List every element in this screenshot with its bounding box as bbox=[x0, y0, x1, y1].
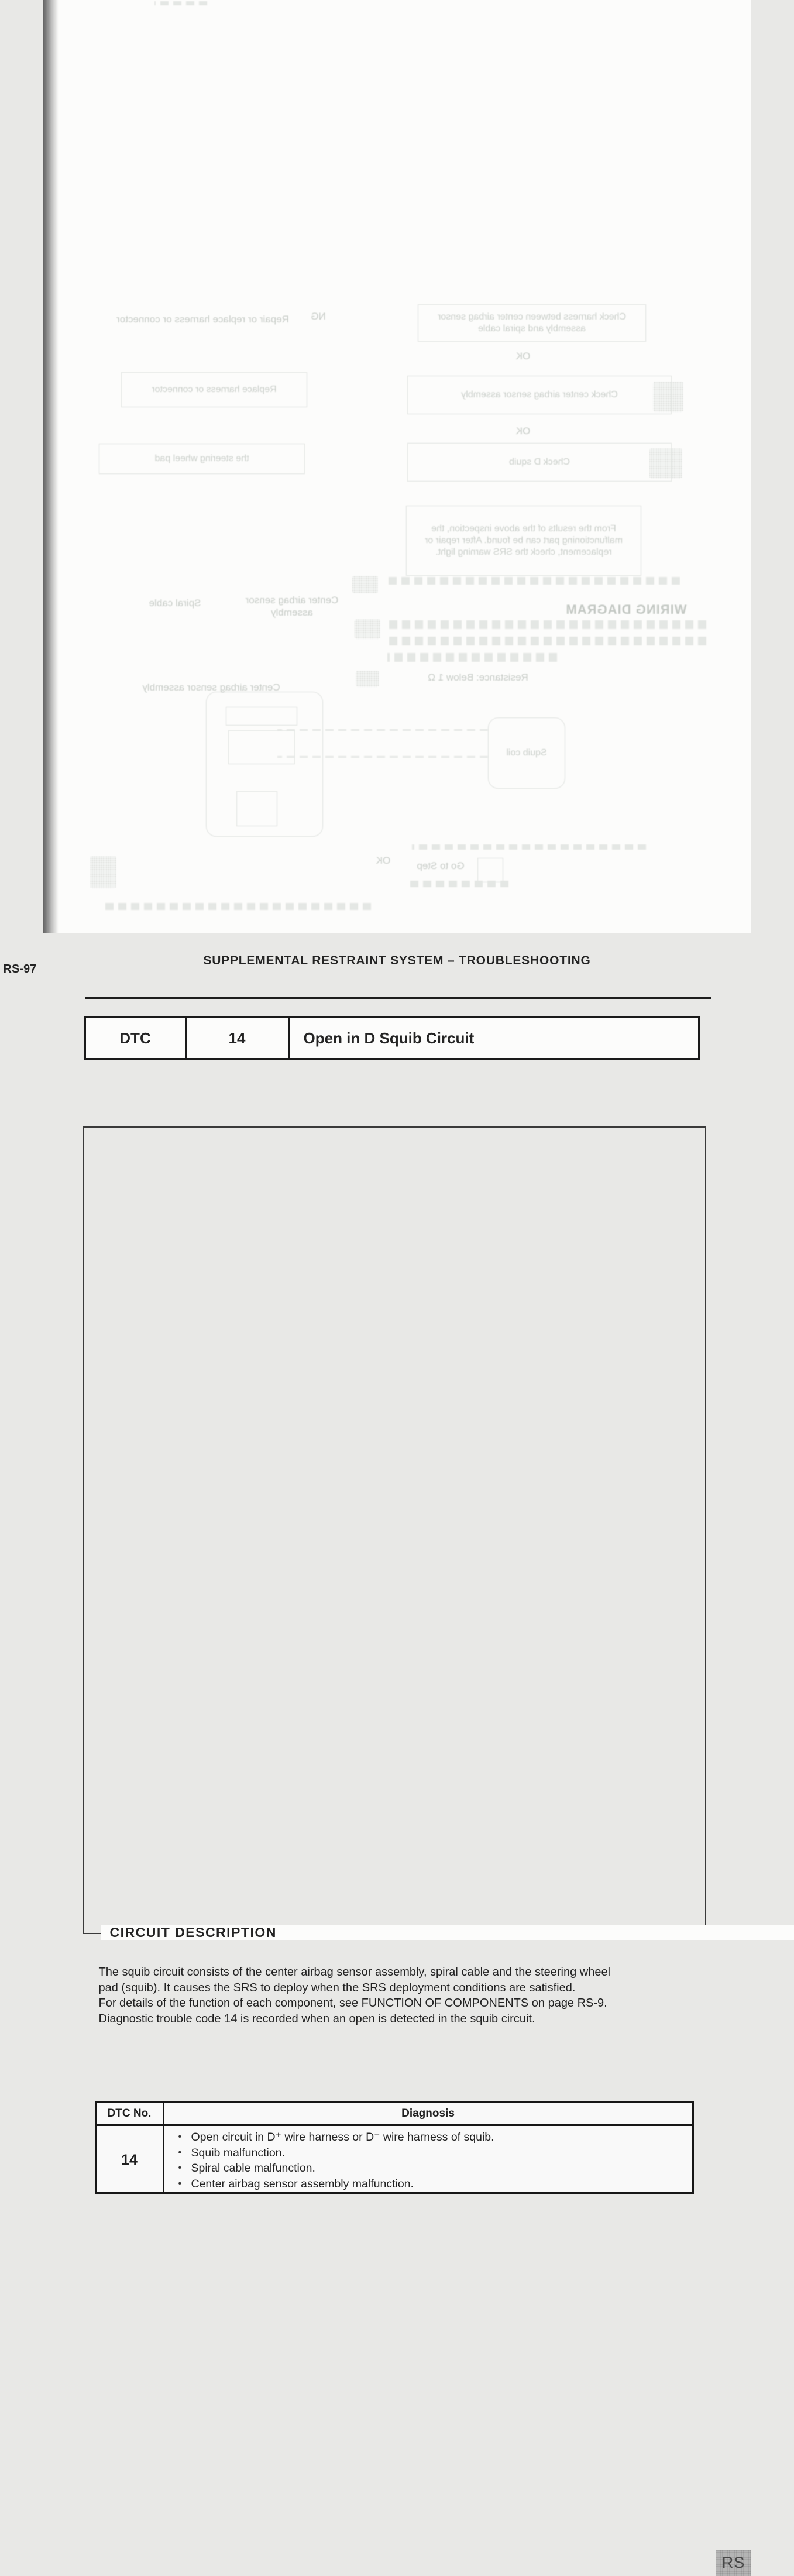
dtc-banner-label: DTC bbox=[86, 1018, 187, 1058]
bleed-through-artifact bbox=[277, 756, 488, 758]
bleed-through-artifact bbox=[90, 856, 116, 888]
diagnosis-cell bbox=[164, 2126, 692, 2194]
dtc-banner bbox=[84, 1016, 700, 1060]
bleed-through-artifact bbox=[412, 844, 646, 850]
page-number: RS-97 bbox=[4, 963, 711, 976]
dtc-banner-title: Open in D Squib Circuit bbox=[290, 1018, 698, 1058]
bleed-through-artifact: Check D squib bbox=[407, 443, 672, 482]
bleed-through-artifact bbox=[277, 729, 488, 731]
bleed-through-artifact bbox=[649, 448, 682, 479]
bleed-through-artifact: Check harness between center airbag sensor assembly and spiral cable bbox=[418, 304, 646, 342]
bleed-through-artifact: NG bbox=[304, 309, 333, 323]
diagnosis-table-header-diagnosis: Diagnosis bbox=[164, 2103, 692, 2124]
bleed-through-artifact bbox=[477, 858, 503, 882]
bleed-through-artifact: Resistance: Below 1 Ω bbox=[387, 671, 569, 684]
section-side-tab: RS bbox=[716, 2550, 751, 2576]
bleed-through-artifact: Squib coil bbox=[488, 717, 565, 789]
header-rule bbox=[85, 997, 711, 999]
bleed-through-artifact: Go to Step bbox=[405, 858, 476, 873]
circuit-description-text: The squib circuit consists of the center airbag sensor assembly, spiral cable and the steering wheel pad (squib). It causes the SRS to deploy when the SRS deployment conditions are satisfied. For details of the function of each component, see FUNCTION OF COMPONENTS on page RS-9. Diagnostic trouble code 14 is recorded when an open is detected in the squib circuit. bbox=[99, 1964, 696, 2027]
circuit-description-title: CIRCUIT DESCRIPTION bbox=[101, 1925, 794, 1940]
bleed-through-artifact: WIRING DIAGRAM bbox=[552, 600, 700, 618]
bleed-through-artifact bbox=[387, 653, 557, 662]
bleed-through-artifact: Replace harness or connector bbox=[121, 372, 307, 407]
bleed-through-artifact: OK bbox=[506, 349, 541, 363]
bleed-through-artifact: Check center airbag sensor assembly bbox=[407, 376, 672, 414]
bleed-through-artifact: OK bbox=[369, 853, 398, 867]
bleed-through-artifact bbox=[387, 577, 680, 585]
diagnosis-table bbox=[95, 2101, 694, 2194]
bleed-through-artifact: Center airbag sensor assembly bbox=[236, 592, 348, 620]
diagnosis-table-header-row bbox=[97, 2103, 692, 2126]
diagnosis-item: • Spiral cable malfunction. bbox=[164, 2161, 686, 2176]
diagnosis-table-body-row bbox=[97, 2126, 692, 2194]
page-header-title: SUPPLEMENTAL RESTRAINT SYSTEM – TROUBLESHOOTING bbox=[43, 954, 751, 968]
bleed-through-artifact bbox=[355, 619, 380, 639]
diagnosis-dtc-no-cell: 14 bbox=[97, 2126, 164, 2194]
bleed-through-artifact: the steering wheel pad bbox=[99, 444, 305, 474]
scanned-manual-page bbox=[43, 0, 751, 933]
bleed-through-artifact bbox=[356, 671, 379, 687]
bleed-through-artifact bbox=[387, 620, 706, 629]
bleed-through-artifact bbox=[102, 903, 371, 910]
diagnosis-item: • Squib malfunction. bbox=[164, 2145, 686, 2161]
bleed-through-artifact bbox=[226, 707, 297, 726]
bleed-through-artifact bbox=[352, 576, 378, 593]
diagnosis-item: • Center airbag sensor assembly malfunction. bbox=[164, 2176, 686, 2192]
bleed-through-artifact bbox=[154, 1, 207, 5]
scan-gutter-shadow bbox=[43, 0, 59, 933]
bleed-through-artifact: Center airbag sensor assembly bbox=[109, 680, 314, 694]
bleed-through-artifact bbox=[387, 637, 706, 645]
bleed-through-artifact bbox=[228, 730, 295, 764]
bleed-through-artifact: OK bbox=[506, 424, 541, 438]
bleed-through-artifact: Repair or replace harness or connector bbox=[102, 300, 304, 338]
bleed-through-artifact bbox=[409, 881, 508, 887]
bleed-through-artifact bbox=[236, 791, 277, 826]
diagnosis-item: • Open circuit in D⁺ wire harness or D⁻ wire harness of squib. bbox=[164, 2130, 686, 2145]
diagnosis-list bbox=[164, 2130, 686, 2192]
bleed-through-artifact: From the results of the above inspection, the malfunctioning part can be found. After repair or replacement, check the SRS warning light. bbox=[406, 506, 641, 576]
print-through-layer bbox=[43, 0, 751, 933]
diagnosis-table-header-dtc-no: DTC No. bbox=[97, 2103, 164, 2124]
dtc-banner-code: 14 bbox=[187, 1018, 290, 1058]
bleed-through-artifact: Spiral cable bbox=[125, 596, 225, 610]
bleed-through-artifact bbox=[653, 382, 683, 412]
circuit-description-box bbox=[83, 1126, 706, 1934]
